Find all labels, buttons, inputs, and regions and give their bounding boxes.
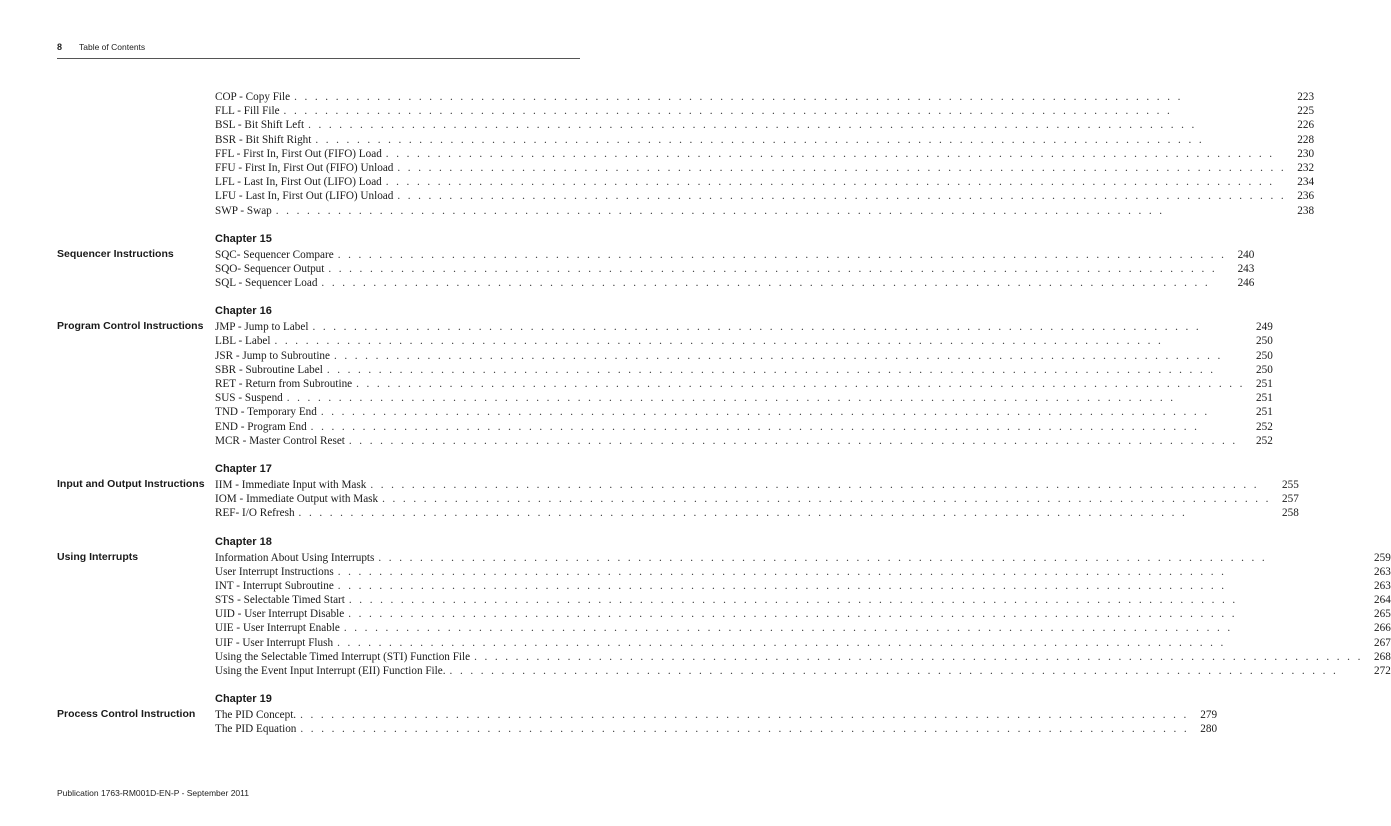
section-label: Input and Output Instructions — [57, 477, 205, 490]
dot-leader — [328, 262, 1226, 276]
toc-entry[interactable] — [215, 650, 1391, 664]
entry-title: UIE - User Interrupt Enable — [215, 622, 340, 635]
entry-page-number: 246 — [1237, 277, 1255, 290]
chapter-heading: Chapter 19 — [215, 693, 272, 706]
toc-entry[interactable] — [215, 551, 1391, 565]
entry-page-number: 234 — [1297, 176, 1315, 189]
dot-leader — [450, 664, 1363, 678]
toc-entry[interactable] — [215, 405, 1273, 419]
dot-leader — [397, 189, 1286, 203]
section-gap — [57, 678, 577, 690]
entry-title: FLL - Fill File — [215, 105, 280, 118]
entry-page-number: 225 — [1297, 105, 1315, 118]
entry-title: MCR - Master Control Reset — [215, 434, 345, 447]
entry-title: RET - Return from Subroutine — [215, 378, 353, 390]
toc-entry[interactable] — [215, 248, 1254, 262]
section-entries — [215, 90, 1314, 218]
dot-leader — [382, 492, 1271, 506]
entry-title: FFL - First In, First Out (FIFO) Load — [215, 147, 382, 160]
entry-title: COP - Copy File — [215, 91, 291, 103]
toc-entry[interactable] — [215, 133, 1314, 147]
dot-leader — [308, 118, 1286, 132]
dot-leader — [474, 650, 1363, 664]
chapter-heading: Chapter 18 — [215, 535, 272, 548]
dot-leader — [378, 551, 1362, 565]
entry-title: The PID Equation — [215, 723, 297, 736]
entry-title: Information About Using Interrupts — [215, 551, 375, 564]
entry-page-number: 265 — [1374, 608, 1391, 621]
toc-entry[interactable] — [215, 104, 1314, 118]
dot-leader — [294, 90, 1286, 104]
dot-leader — [338, 248, 1227, 262]
toc-entry[interactable] — [215, 189, 1314, 203]
dot-leader — [300, 708, 1189, 722]
dot-leader — [327, 363, 1245, 377]
section-label: Using Interrupts — [57, 550, 139, 563]
entry-page-number: 230 — [1297, 147, 1315, 160]
toc-entry[interactable] — [215, 420, 1273, 434]
entry-page-number: 250 — [1256, 349, 1273, 362]
dot-leader — [337, 636, 1363, 650]
section-gap — [57, 218, 577, 230]
header-title: Table of Contents — [79, 42, 146, 52]
section-entries — [215, 533, 1391, 679]
toc-entry[interactable] — [215, 506, 1299, 520]
section-entries — [215, 460, 1299, 521]
entry-page-number: 263 — [1374, 565, 1391, 578]
toc-entry[interactable] — [215, 593, 1391, 607]
entry-page-number: 228 — [1297, 133, 1315, 146]
entry-page-number: 258 — [1282, 507, 1299, 520]
chapter-heading: Chapter 16 — [215, 305, 272, 318]
entry-page-number: 251 — [1256, 392, 1273, 405]
toc-section — [57, 533, 1391, 679]
section-label: Program Control Instructions — [57, 320, 204, 333]
dot-leader — [349, 434, 1245, 448]
entry-page-number: 280 — [1200, 723, 1218, 736]
toc-entry[interactable] — [215, 377, 1273, 391]
entry-page-number: 252 — [1256, 420, 1273, 433]
toc-section — [57, 90, 1315, 218]
header-rule — [57, 58, 580, 59]
toc-entry[interactable] — [215, 320, 1273, 334]
entry-page-number: 232 — [1297, 161, 1315, 174]
toc-entry[interactable] — [215, 262, 1254, 276]
page-number: 8 — [57, 42, 63, 52]
entry-page-number: 240 — [1237, 248, 1255, 261]
entry-title: JSR - Jump to Subroutine — [215, 349, 330, 362]
entry-title: User Interrupt Instructions — [215, 565, 334, 578]
dot-leader — [275, 334, 1245, 348]
dot-leader — [315, 133, 1286, 147]
section-entries — [215, 230, 1254, 291]
toc-section — [57, 690, 1218, 736]
footer-publication: Publication 1763-RM001D-EN-P - September 2011 — [57, 788, 249, 798]
toc-entry[interactable] — [215, 349, 1273, 363]
dot-leader — [312, 320, 1244, 334]
entry-page-number: 236 — [1297, 190, 1315, 203]
dot-leader — [356, 377, 1245, 391]
toc-entry[interactable] — [215, 607, 1391, 621]
section-entries — [215, 690, 1217, 736]
section-gap — [57, 521, 577, 533]
entry-page-number: 264 — [1374, 594, 1391, 607]
dot-leader — [344, 621, 1363, 635]
toc-entry[interactable] — [215, 334, 1273, 348]
toc-section — [57, 302, 1273, 448]
entry-title: LFU - Last In, First Out (LIFO) Unload — [215, 190, 394, 203]
entry-page-number: 263 — [1374, 579, 1391, 592]
entry-title: Using the Selectable Timed Interrupt (STI) Function File — [215, 650, 471, 663]
entry-title: TND - Temporary End — [215, 406, 317, 419]
entry-title: STS - Selectable Timed Start — [215, 594, 345, 607]
chapter-heading: Chapter 15 — [215, 232, 272, 245]
entry-title: SWP - Swap — [215, 204, 272, 217]
toc-entry[interactable] — [215, 664, 1391, 678]
dot-leader — [338, 565, 1363, 579]
entry-page-number: 250 — [1256, 363, 1273, 376]
dot-leader — [386, 147, 1286, 161]
toc-entry[interactable] — [215, 391, 1273, 405]
toc-entry[interactable] — [215, 722, 1217, 736]
dot-leader — [299, 506, 1271, 520]
entry-title: BSL - Bit Shift Left — [215, 119, 305, 132]
toc-entry[interactable] — [215, 204, 1314, 218]
entry-title: REF- I/O Refresh — [215, 507, 295, 520]
dot-leader — [348, 607, 1363, 621]
entry-title: The PID Concept. — [215, 709, 297, 722]
toc-section — [57, 230, 1255, 291]
toc-entry[interactable] — [215, 636, 1391, 650]
toc-entry[interactable] — [215, 276, 1254, 290]
dot-leader — [338, 579, 1363, 593]
entry-title: SQO- Sequencer Output — [215, 262, 325, 275]
toc-entry[interactable] — [215, 565, 1391, 579]
toc-entry[interactable] — [215, 147, 1314, 161]
entry-title: FFU - First In, First Out (FIFO) Unload — [215, 161, 394, 174]
entry-page-number: 251 — [1256, 378, 1273, 390]
entry-page-number: 268 — [1374, 650, 1391, 663]
dot-leader — [334, 349, 1245, 363]
entry-title: UID - User Interrupt Disable — [215, 608, 345, 621]
toc-entry[interactable] — [215, 434, 1273, 448]
toc-entry[interactable] — [215, 118, 1314, 132]
entry-page-number: 226 — [1297, 119, 1315, 132]
page-header — [57, 42, 145, 52]
toc-entry[interactable] — [215, 90, 1314, 104]
entry-title: LFL - Last In, First Out (LIFO) Load — [215, 176, 382, 189]
dot-leader — [276, 204, 1286, 218]
entry-title: LBL - Label — [215, 335, 271, 348]
dot-leader — [300, 722, 1189, 736]
entry-title: INT - Interrupt Subroutine — [215, 579, 334, 592]
entry-page-number: 255 — [1282, 478, 1299, 491]
toc-entry[interactable] — [215, 161, 1314, 175]
entry-title: END - Program End — [215, 420, 307, 433]
section-label: Process Control Instruction — [57, 708, 196, 721]
entry-page-number: 238 — [1297, 204, 1315, 217]
entry-page-number: 279 — [1200, 709, 1218, 722]
entry-title: BSR - Bit Shift Right — [215, 133, 312, 146]
dot-leader — [349, 593, 1363, 607]
dot-leader — [284, 104, 1287, 118]
entry-title: IOM - Immediate Output with Mask — [215, 493, 379, 506]
dot-leader — [321, 405, 1245, 419]
chapter-heading: Chapter 17 — [215, 462, 272, 475]
entry-title: SBR - Subroutine Label — [215, 363, 323, 376]
section-label: Sequencer Instructions — [57, 247, 174, 260]
entry-page-number: 259 — [1374, 551, 1391, 564]
entry-page-number: 249 — [1256, 321, 1273, 334]
entry-page-number: 250 — [1256, 335, 1273, 348]
dot-leader — [287, 391, 1245, 405]
entry-page-number: 272 — [1374, 665, 1391, 677]
entry-page-number: 266 — [1374, 622, 1391, 635]
toc-entry[interactable] — [215, 621, 1391, 635]
dot-leader — [397, 161, 1286, 175]
entry-page-number: 267 — [1374, 636, 1391, 649]
entry-title: SQC- Sequencer Compare — [215, 248, 334, 261]
dot-leader — [386, 175, 1286, 189]
section-entries — [215, 302, 1273, 448]
entry-title: UIF - User Interrupt Flush — [215, 636, 334, 649]
dot-leader — [311, 420, 1245, 434]
toc-entry[interactable] — [215, 579, 1391, 593]
toc-entry[interactable] — [215, 708, 1217, 722]
entry-page-number: 251 — [1256, 406, 1273, 419]
toc-entry[interactable] — [215, 363, 1273, 377]
toc-section — [57, 460, 1299, 521]
entry-title: Using the Event Input Interrupt (EII) Function File. — [215, 665, 446, 677]
entry-page-number: 252 — [1256, 434, 1273, 447]
dot-leader — [321, 276, 1226, 290]
section-gap — [57, 290, 577, 302]
dot-leader — [370, 478, 1271, 492]
section-gap — [57, 448, 577, 460]
entry-title: SQL - Sequencer Load — [215, 277, 318, 290]
entry-title: JMP - Jump to Label — [215, 321, 309, 334]
toc-entry[interactable] — [215, 478, 1299, 492]
entry-page-number: 243 — [1237, 262, 1255, 275]
entry-page-number: 257 — [1282, 493, 1299, 506]
section-label — [57, 90, 215, 218]
toc-content — [57, 90, 1391, 737]
entry-page-number: 223 — [1297, 91, 1315, 103]
entry-title: IIM - Immediate Input with Mask — [215, 478, 367, 491]
toc-entry[interactable] — [215, 175, 1314, 189]
toc-entry[interactable] — [215, 492, 1299, 506]
entry-title: SUS - Suspend — [215, 392, 283, 405]
